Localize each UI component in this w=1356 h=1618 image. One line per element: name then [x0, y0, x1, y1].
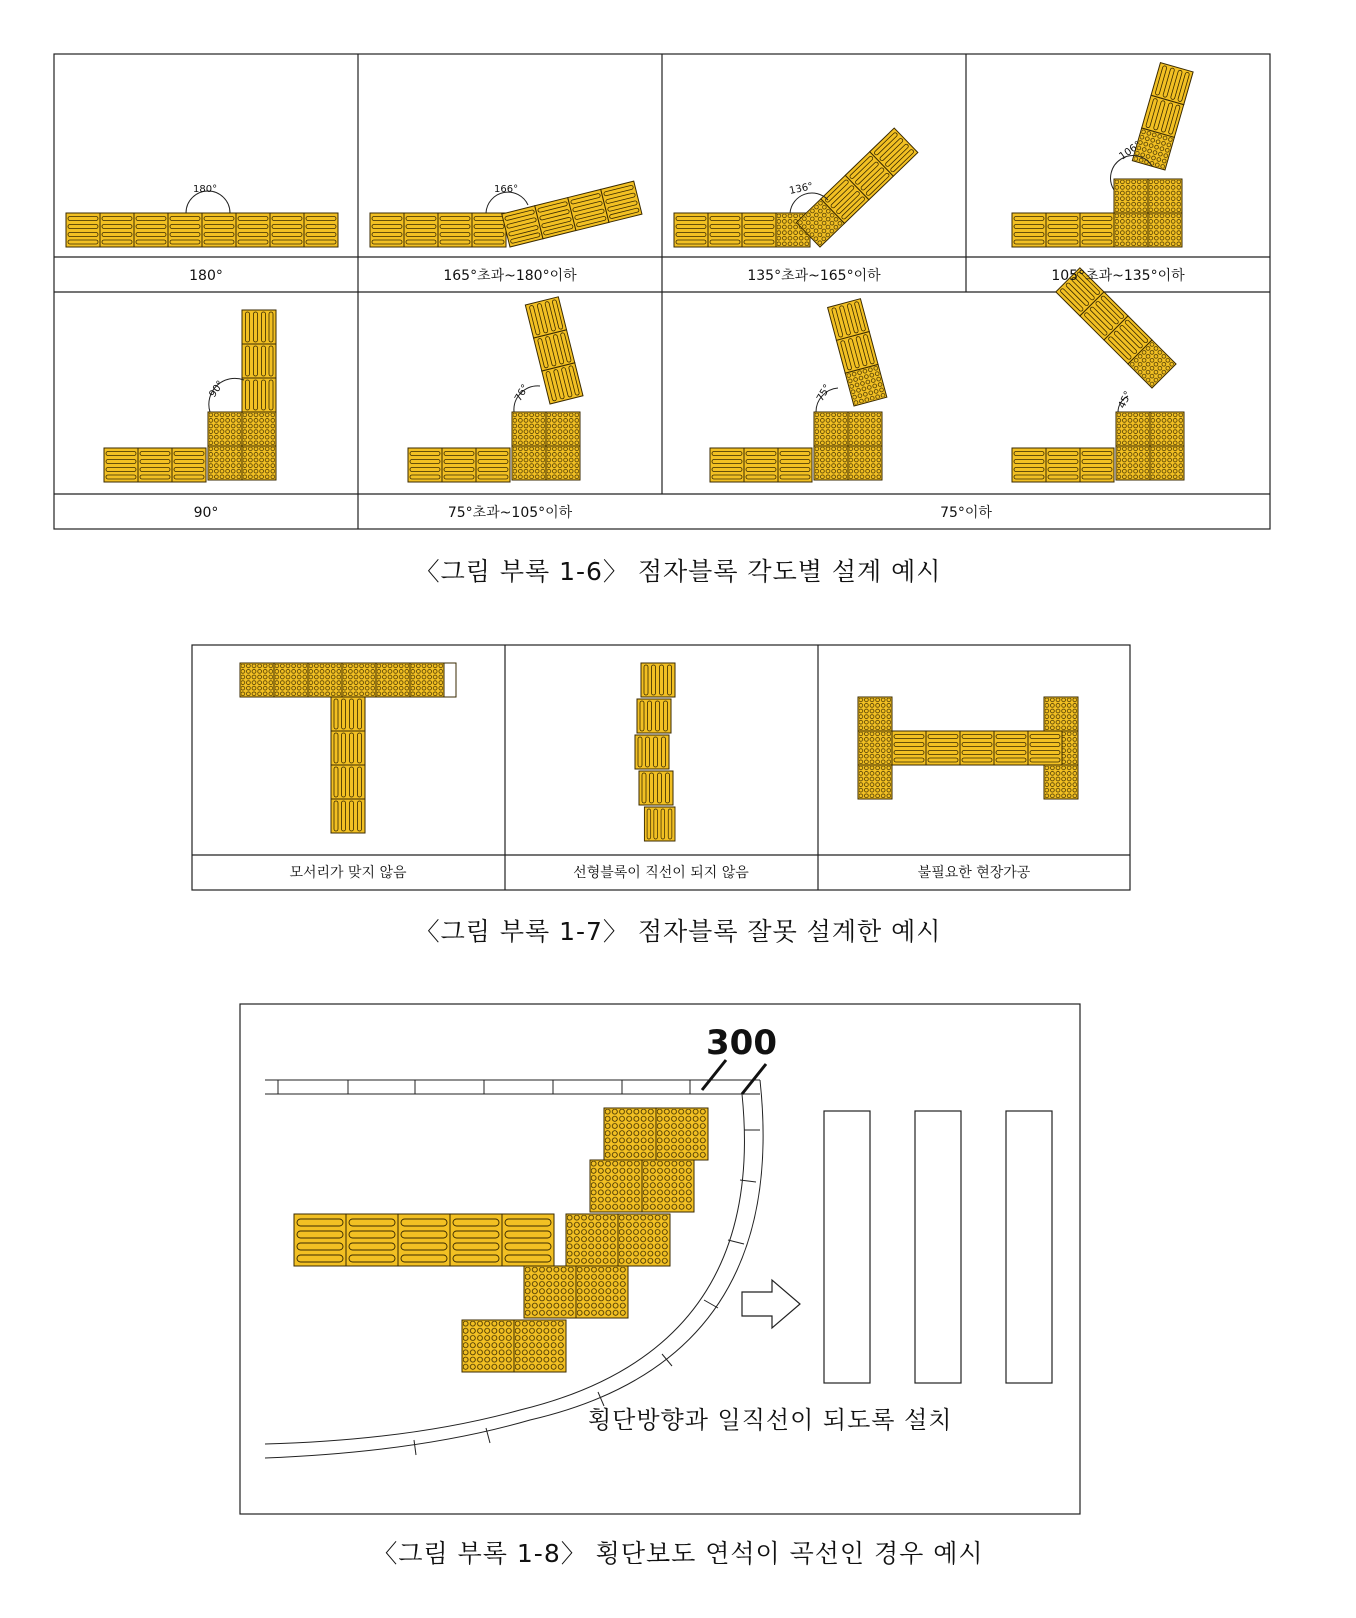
diagram-76 — [408, 297, 583, 482]
diagram-45 — [1012, 268, 1184, 482]
diagram-180 — [66, 191, 338, 247]
caption-figure-1-7: 〈그림 부록 1-7〉 점자블록 잘못 설계한 예시 — [414, 917, 942, 946]
diagram-unnecessary-cutting — [858, 697, 1078, 799]
caption-figure-1-8: 〈그림 부록 1-8〉 횡단보도 연석이 곡선인 경우 예시 — [372, 1539, 984, 1568]
installation-note: 횡단방향과 일직선이 되도록 설치 — [588, 1406, 953, 1434]
crosswalk-stripes — [824, 1111, 1052, 1383]
label-105-135: 105°초과~135°이하 — [1051, 268, 1185, 284]
angle-tag-180: 180° — [193, 184, 218, 195]
angle-tag-90: 90° — [207, 378, 227, 400]
diagram-90 — [104, 310, 276, 482]
label-linear-not-straight: 선형블록이 직선이 되지 않음 — [573, 865, 749, 881]
diagram-75 — [710, 299, 887, 482]
caption-figure-1-6: 〈그림 부록 1-6〉 점자블록 각도별 설계 예시 — [414, 557, 942, 586]
label-165-180: 165°초과~180°이하 — [443, 268, 577, 284]
curb-straight — [265, 1080, 760, 1094]
label-unnecessary-cutting: 불필요한 현장가공 — [917, 865, 1031, 881]
angle-tag-45: 45° — [1116, 389, 1135, 411]
angle-tag-76: 76° — [513, 382, 532, 404]
dimension-300: 300 — [706, 1023, 777, 1063]
angle-tag-106: 106° — [1117, 139, 1144, 163]
angle-tag-75: 75° — [815, 382, 834, 404]
tactile-blocks-layout — [294, 1108, 708, 1372]
dimension-marks — [702, 1060, 766, 1094]
diagram-linear-not-straight — [635, 663, 675, 841]
direction-arrow-icon — [742, 1280, 800, 1328]
angle-tag-166: 166° — [494, 184, 519, 195]
label-135-165: 135°초과~165°이하 — [747, 268, 881, 284]
label-misaligned-corner: 모서리가 맞지 않음 — [289, 865, 407, 881]
angle-tag-136: 136° — [788, 181, 815, 197]
label-180: 180° — [189, 268, 223, 284]
diagram-misaligned-corner — [240, 663, 456, 833]
diagram-106 — [1012, 63, 1193, 247]
label-75-below: 75°이하 — [940, 505, 992, 521]
label-75-105: 75°초과~105°이하 — [447, 505, 573, 521]
label-90: 90° — [193, 505, 219, 521]
